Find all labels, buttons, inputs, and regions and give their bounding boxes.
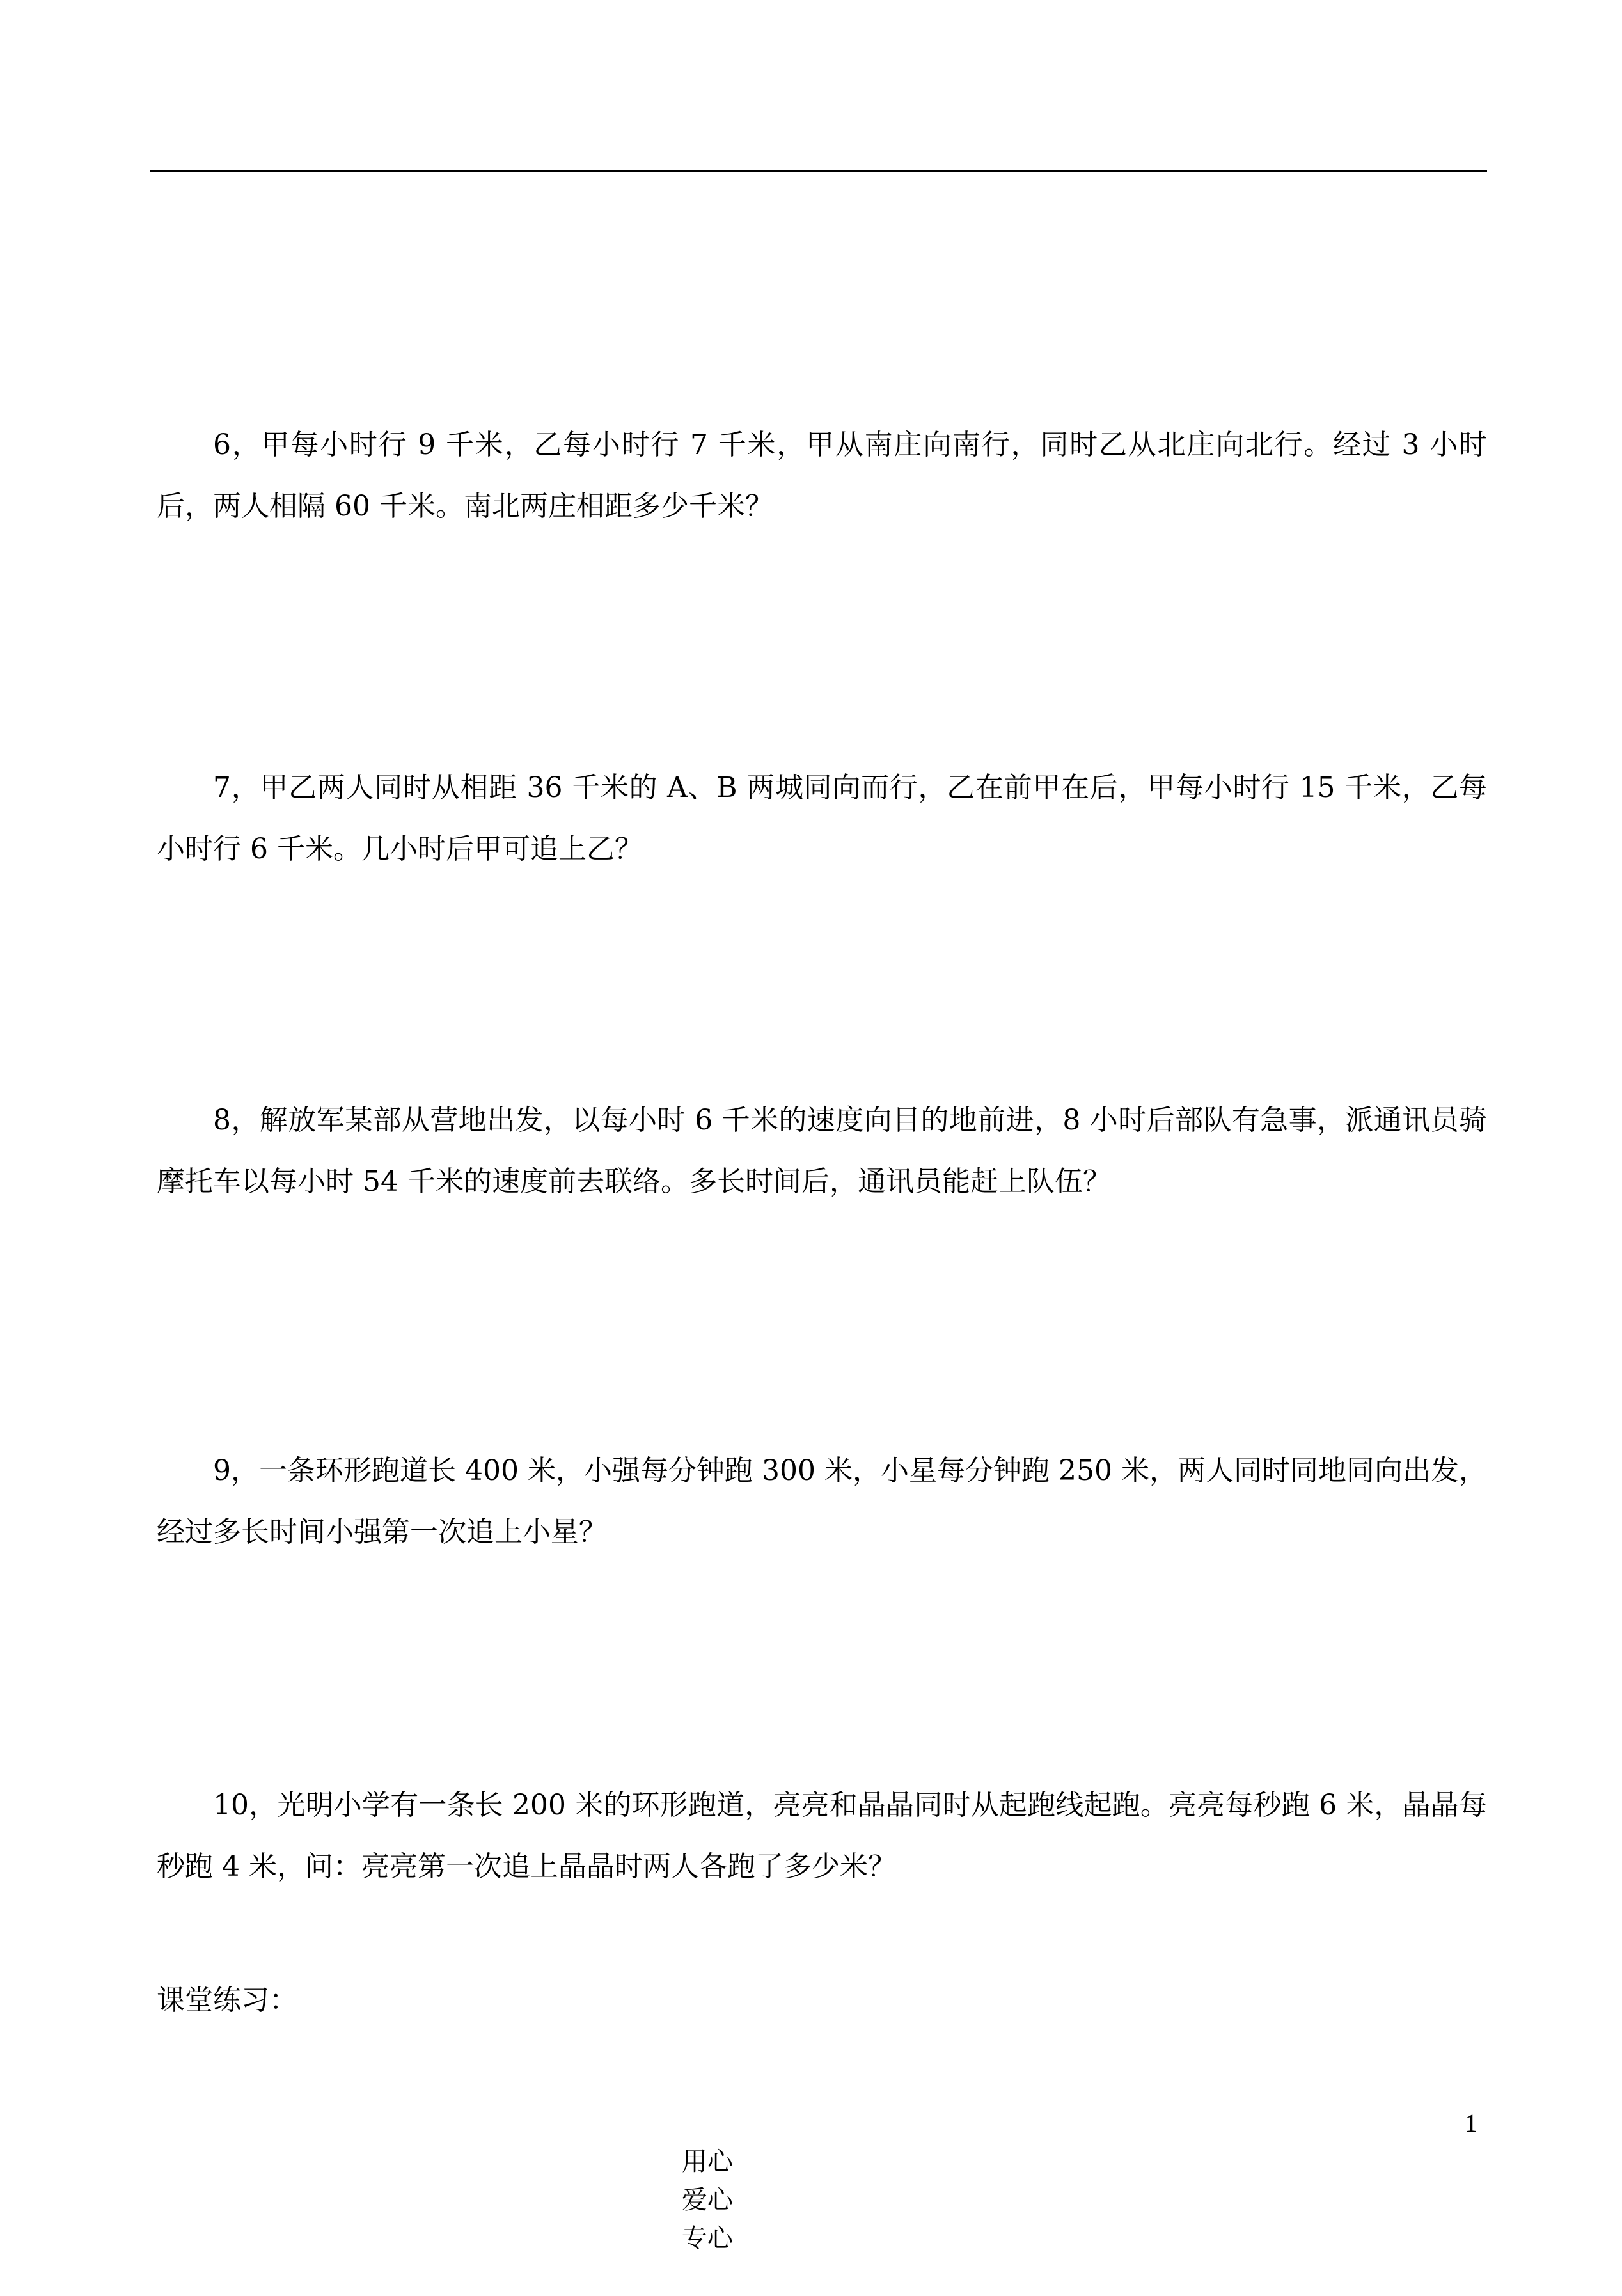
problem-7: 7，甲乙两人同时从相距 36 千米的 A、B 两城同向而行，乙在前甲在后，甲每小时行 15 千米，乙每小时行 6 千米。几小时后甲可追上乙？ (157, 771, 1487, 865)
footer-motto-word: 爱心 (681, 2185, 733, 2215)
page-number: 1 (1465, 2109, 1477, 2137)
problem-6: 6，甲每小时行 9 千米，乙每小时行 7 千米，甲从南庄向南行，同时乙从北庄向北行。经过 3 小时后，两人相隔 60 千米。南北两庄相距多少千米？ (157, 429, 1487, 523)
footer-motto-word: 用心 (681, 2147, 733, 2176)
problem-10: 10，光明小学有一条长 200 米的环形跑道，亮亮和晶晶同时从起跑线起跑。亮亮每秒跑 6 米，晶晶每秒跑 4 米，问：亮亮第一次追上晶晶时两人各跑了多少米？ (157, 1789, 1487, 1883)
footer-motto (649, 2104, 791, 2296)
page-footer (0, 2104, 1622, 2253)
section-label-classroom-practice: 课堂练习： (157, 1984, 297, 2017)
problem-9: 9，一条环形跑道长 400 米，小强每分钟跑 300 米，小星每分钟跑 250 米，两人同时同地同向出发，经过多长时间小强第一次追上小星？ (157, 1454, 1487, 1548)
problem-8: 8，解放军某部从营地出发，以每小时 6 千米的速度向目的地前进，8 小时后部队有急事，派通讯员骑摩托车以每小时 54 千米的速度前去联络。多长时间后，通讯员能赶上队伍？ (157, 1104, 1487, 1198)
footer-motto-word: 专心 (681, 2224, 733, 2253)
header-rule (150, 170, 1487, 172)
